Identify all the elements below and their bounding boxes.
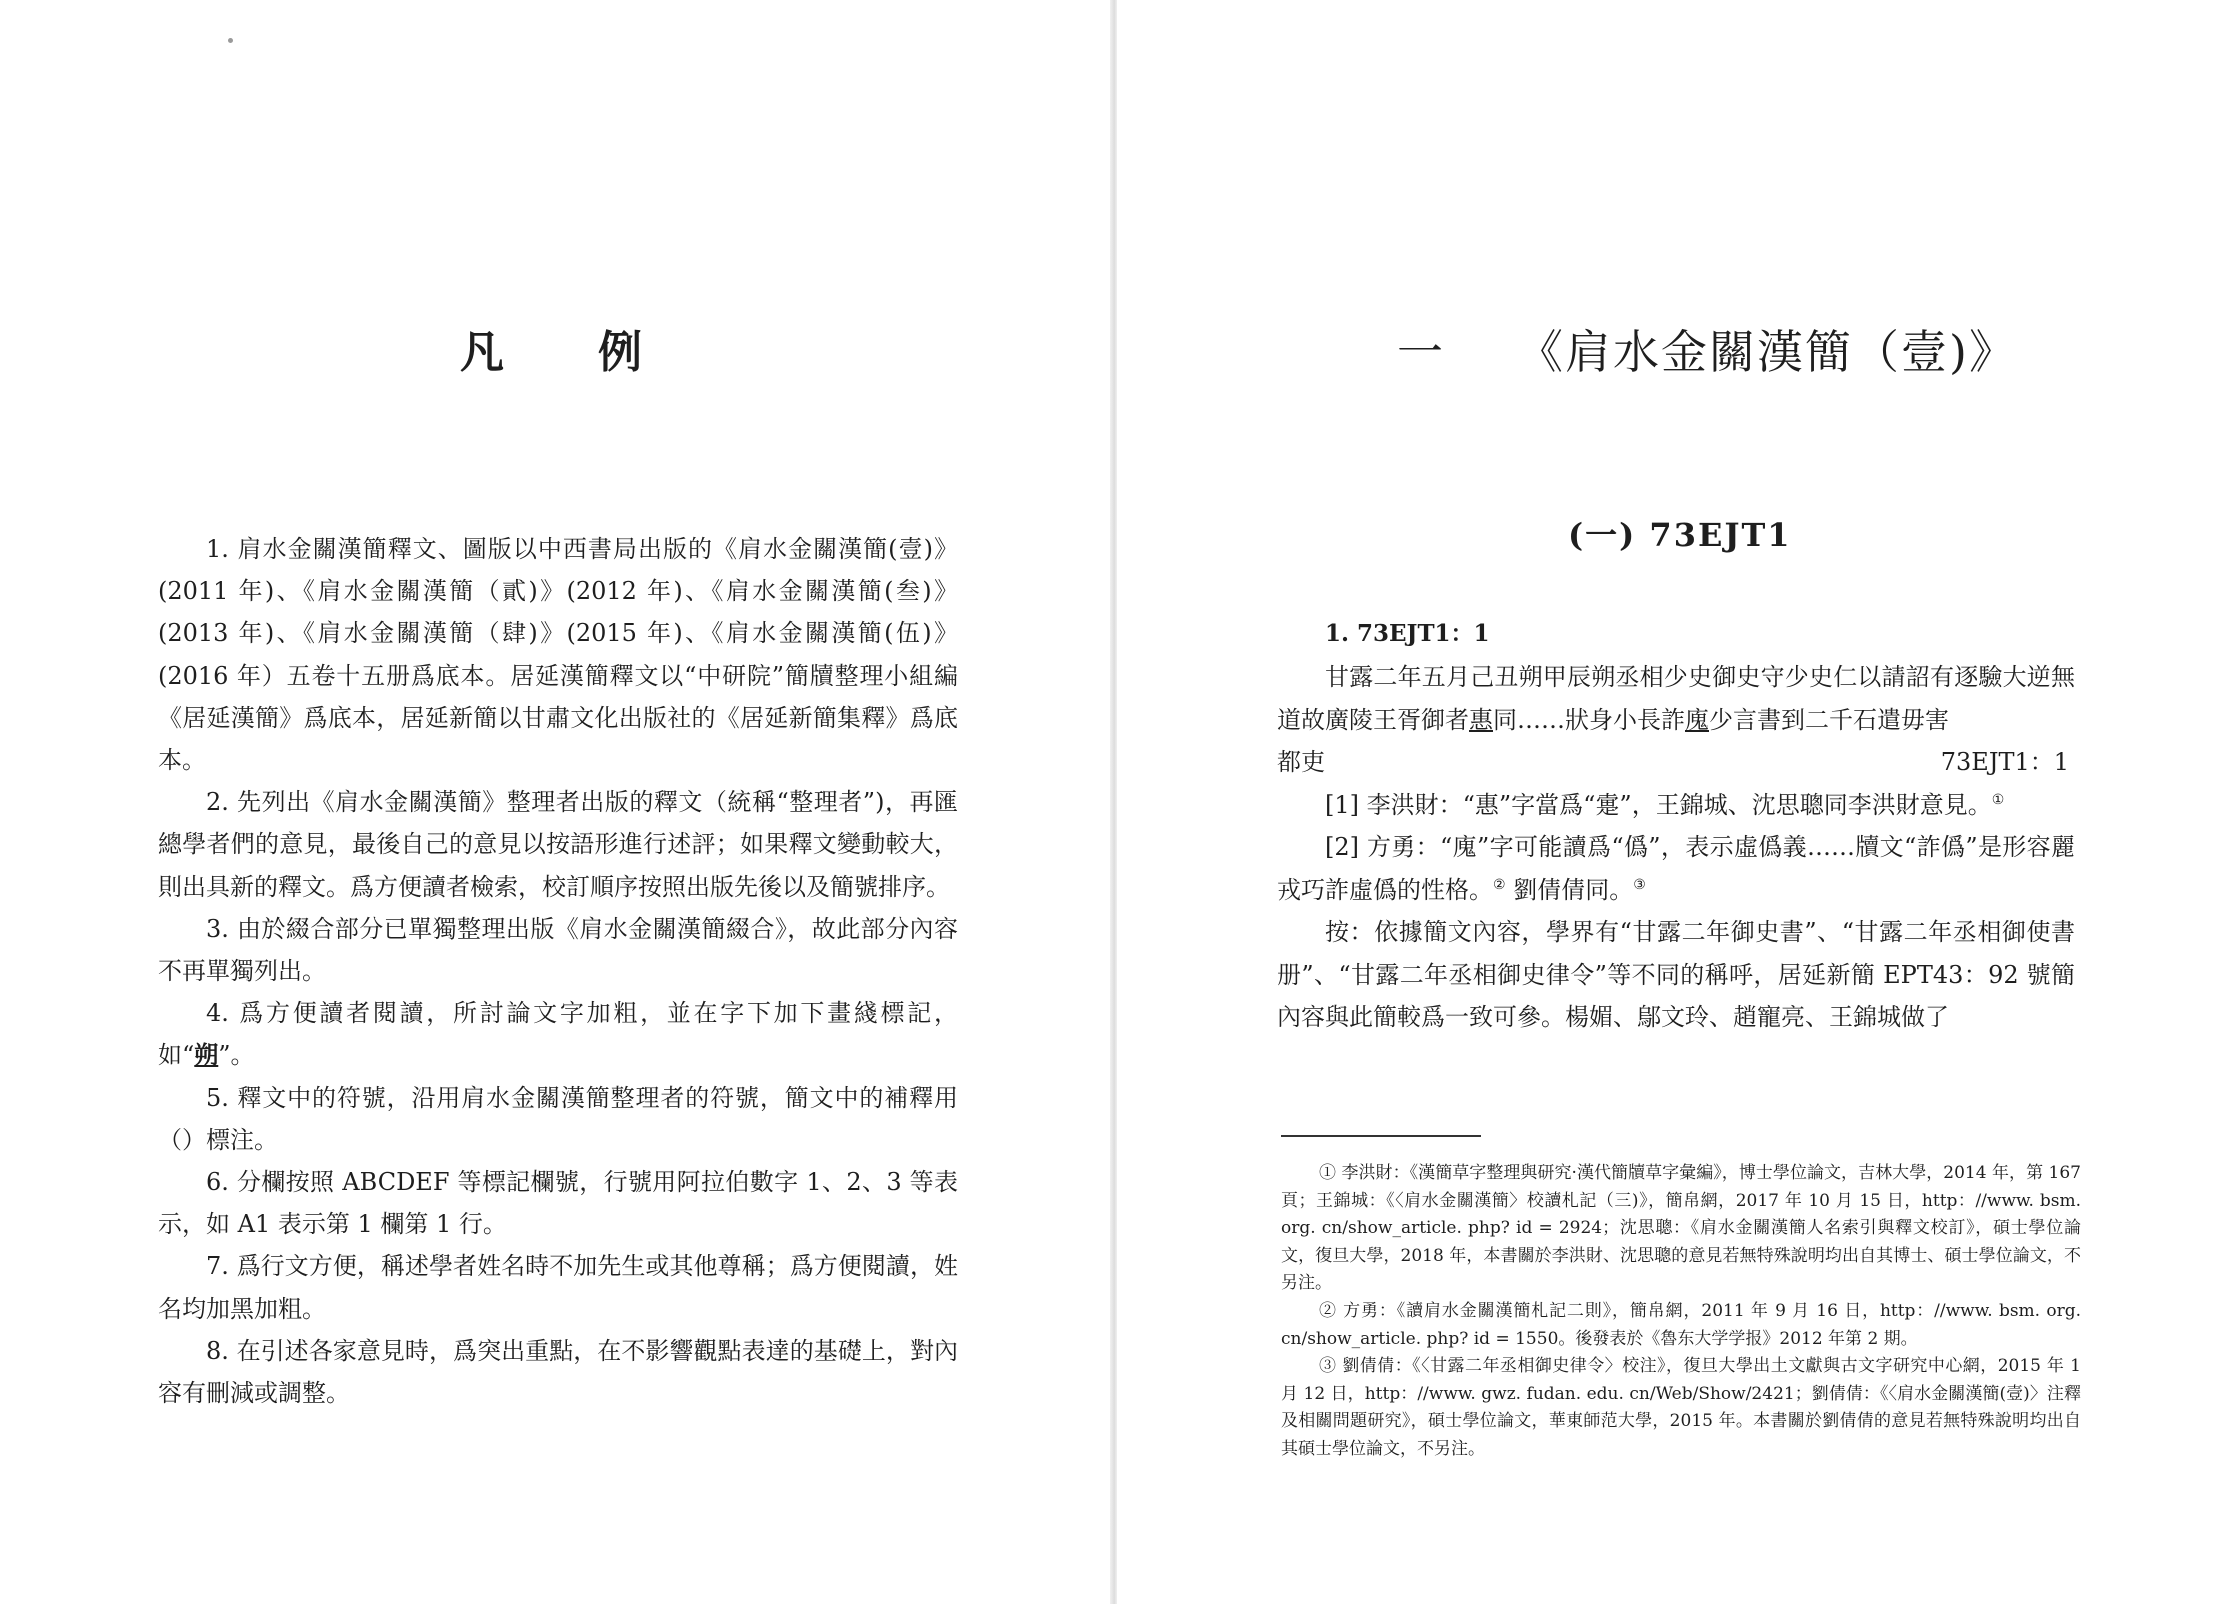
chapter-title-text: 《肩水金關漢簡（壹)》 [1517, 325, 2017, 379]
rule-text: 4. 爲方便讀者閱讀，所討論文字加粗，並在字下加下畫綫標記，如“ [158, 999, 958, 1070]
slip-last-line [1277, 741, 2075, 784]
slip-underlined-char: 廆 [1685, 705, 1709, 734]
rule-text: 2. 先列出《肩水金關漢簡》整理者出版的釋文（統稱“整理者”)，再匯總學者們的意見，最後自己的意見以按語形進行述評；如果釋文變動較大，則出具新的釋文。爲方便讀者檢索，校訂順序按照出版先後以及簡號排序。 [158, 788, 958, 901]
rule-paragraph [158, 992, 958, 1076]
footnote: ③ 劉倩倩：《〈甘露二年丞相御史律令〉校注》，復旦大學出土文獻與古文字研究中心網，2015 年 1 月 12 日，http：//www. gwz. fudan. edu. cn/Web/Show/2421；劉倩倩：《〈肩水金關漢簡(壹)〉注釋及相關問題研究》，碩士學位論文，華東師范大學，2015 年。本書關於劉倩倩的意見若無特殊說明均出自其碩士學位論文，不另注。 [1281, 1356, 2081, 1459]
underlined-example: 朔 [194, 1040, 219, 1070]
commentary-text: 劉倩倩同。 [1505, 875, 1634, 904]
chapter-title [1397, 316, 2017, 382]
editorial-rules [158, 528, 958, 1414]
slip-underlined-char: 惠 [1469, 705, 1493, 734]
slip-number: 73EJT1：1 [1940, 748, 2069, 776]
slip-text: 同……狀身小長詐 [1493, 705, 1685, 734]
slip-transcription [1277, 656, 2075, 741]
rule-text: 7. 爲行文方便，稱述學者姓名時不加先生或其他尊稱；爲方便閱讀，姓名均加黑加粗。 [158, 1252, 958, 1323]
section-title: (一) 73EJT1 [1568, 516, 1792, 554]
slip-text: 甘露二年五月己丑朔甲辰朔丞相少史御史守少史仁以請詔有逐驗大逆無道故廣陵王胥御者 [1277, 663, 2075, 734]
slip-text: 都吏 [1277, 748, 1325, 776]
footnote-ref[interactable]: ① [1991, 791, 2005, 808]
slip-entry [1277, 612, 2075, 1039]
rule-paragraph [158, 1245, 958, 1329]
editor-note: 按：依據簡文內容，學界有“甘露二年御史書”、“甘露二年丞相御使書册”、“甘露二年丞相御史律令”等不同的稱呼，居延新簡 EPT43：92 號簡內容與此簡較爲一致可參。楊媚、鄔文玲、趙寵亮、王錦城做了 [1277, 918, 2075, 1031]
rule-text: 3. 由於綴合部分已單獨整理出版《肩水金關漢簡綴合》，故此部分內容不再單獨列出。 [158, 914, 958, 986]
rule-text: 6. 分欄按照 ABCDEF 等標記欄號，行號用阿拉伯數字 1、2、3 等表示，如 A1 表示第 1 欄第 1 行。 [158, 1168, 958, 1239]
rule-text: 8. 在引述各家意見時，爲突出重點，在不影響觀點表達的基礎上，對內容有刪減或調整。 [158, 1336, 958, 1408]
rule-paragraph [158, 781, 958, 908]
footnote-ref[interactable]: ③ [1633, 876, 1646, 893]
rule-text: 5. 釋文中的符號，沿用肩水金關漢簡整理者的符號，簡文中的補釋用（）標注。 [158, 1083, 958, 1154]
rule-paragraph [158, 1330, 958, 1414]
rule-paragraph [158, 1161, 958, 1245]
commentary-text: [1] 李洪財：“惠”字當爲“疐”，王錦城、沈思聰同李洪財意見。 [1325, 790, 1992, 819]
title-char-1: 凡 [460, 327, 506, 378]
footnote-ref[interactable]: ② [1493, 876, 1506, 893]
rule-text: 1. 肩水金關漢簡釋文、圖版以中西書局出版的《肩水金關漢簡(壹)》(2011 年)、《肩水金關漢簡（貳)》(2012 年)、《肩水金關漢簡(叁)》(2013 年)、《肩水金關漢簡（肆)》(2015 年)、《肩水金關漢簡(伍)》(2016 年）五卷十五册爲底本。居延漢簡釋文以“中研院”簡牘整理小組編《居延漢簡》爲底本，居延新簡以甘肅文化出版社的《居延新簡集釋》爲底本。 [158, 535, 958, 775]
footnote: ② 方勇：《讀肩水金關漢簡札記二則》，簡帛網，2011 年 9 月 16 日，http：//www. bsm. org. cn/show_article. php? id = 1550。後發表於《魯东大学学报》2012 年第 2 期。 [1281, 1300, 2081, 1349]
slip-text: 少言書到二千石遣毋害 [1709, 705, 1949, 734]
commentary-1 [1277, 784, 2075, 827]
rule-paragraph [158, 908, 958, 992]
commentary-2 [1277, 826, 2075, 911]
footnote-divider [1281, 1135, 1481, 1137]
rule-paragraph [158, 528, 958, 781]
rule-text-end: ”。 [218, 1041, 255, 1070]
left-page [0, 0, 1113, 1604]
title-char-2: 例 [598, 327, 644, 378]
entry-title: 1. 73EJT1：1 [1325, 620, 1490, 647]
commentary-text: [2] 方勇：“廆”字可能讀爲“僞”，表示虛僞義……牘文“詐僞”是形容麗戎巧詐虛僞的性格。 [1277, 833, 2075, 904]
rule-paragraph [158, 1077, 958, 1161]
footnote: ① 李洪財：《漢簡草字整理與研究·漢代簡牘草字彙編》，博士學位論文，吉林大學，2014 年，第 167 頁；王錦城：《〈肩水金關漢簡〉校讀札記（三)》，簡帛網，2017 年 10 月 15 日，http：//www. bsm. org. cn/show_article. php? id = 2924；沈思聰：《肩水金關漢簡人名索引與釋文校訂》，碩士學位論文，復旦大學，2018 年，本書關於李洪財、沈思聰的意見若無特殊說明均出自其博士、碩士學位論文，不另注。 [1281, 1163, 2081, 1294]
chapter-number: 一 [1397, 325, 1445, 379]
scan-speck [228, 38, 233, 43]
page-title-fanli [460, 316, 644, 380]
footnotes [1281, 1160, 2081, 1464]
